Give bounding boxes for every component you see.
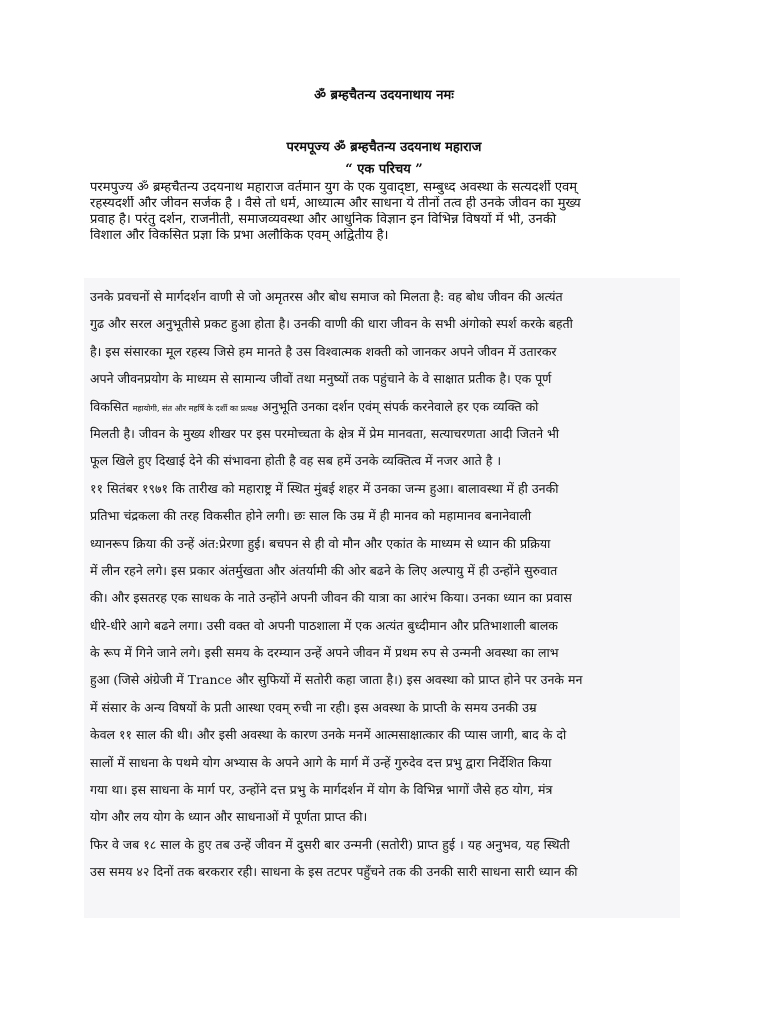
body-line: के रूप में गिने जाने लगे। इसी समय के दरम्यान उन्हें अपने जीवन में प्रथम रुप से उन्मनी अवस्था का लाभ bbox=[90, 645, 559, 661]
body-line: अपने जीवनप्रयोग के माध्यम से सामान्य जीवों तथा मनुष्यों तक पहुंचाने के वे साक्षात प्रतीक है। एक पूर्ण bbox=[90, 371, 552, 387]
title-heading: परमपूज्य ॐ ब्रम्हचैतन्य उदयनाथ महाराज bbox=[286, 140, 482, 155]
intro-line: विशाल और विकसित प्रज्ञा कि प्रभा अलौकिक एवम् अद्वितीय है। bbox=[90, 228, 389, 243]
body-paragraphs bbox=[90, 283, 678, 886]
invocation-heading: ॐ ब्रम्हचैतन्य उदयनाथाय नमः bbox=[314, 88, 454, 103]
body-line: उनके प्रवचनों से मार्गदर्शन वाणी से जो अमृतरस और बोध समाज को मिलता है: वह बोध जीवन की अत्यंत bbox=[90, 289, 563, 304]
small-inline-text: महायोगी, संत और महर्षि के दर्शी का प्रत्यक्ष bbox=[132, 403, 258, 413]
intro-line: परमपुज्य ॐ ब्रम्हचैतन्य उदयनाथ महाराज वर्तमान युग के एक युवाद्ष्टा, सम्बुध्द अवस्था के सत्यदर्शी एवम् bbox=[90, 180, 578, 195]
mixed-line-start: विकसित bbox=[90, 398, 133, 414]
intro-line: प्रवाह है। परंतु दर्शन, राजनीती, समाजव्यवस्था और आधुनिक विज्ञान इन विभिन्न विषयों में भी, उनकी bbox=[90, 212, 557, 227]
body-line: गया था। इस साधना के मार्ग पर, उन्होंने दत्त प्रभु के मार्गदर्शन में योग के विभिन्न भागों जैसे हठ योग, मंत्र bbox=[90, 782, 553, 798]
body-line: फिर वे जब १८ साल के हुए तब उन्हें जीवन में दुसरी बार उन्मनी (सतोरी) प्राप्त हुई । यह अनुभव, यह स्थिती bbox=[90, 836, 570, 852]
body-line: है। इस संसारका मूल रहस्य जिसे हम मानते है उस विश्वात्मक शक्ती को जानकर अपने जीवन में उतारकर bbox=[90, 343, 557, 359]
intro-line: रहस्यदर्शी और जीवन सर्जक है । वैसे तो धर्म, आध्यात्म और साधना ये तीनों तत्व ही उनके जीवन का मुख्य bbox=[90, 196, 581, 211]
body-line: योग और लय योग के ध्यान और साधनाओं में पूर्णता प्राप्त की। bbox=[90, 809, 368, 825]
body-line: ध्यानरूप क्रिया की उन्हें अंत:प्रेरणा हुई। बचपन से ही वो मौन और एकांत के माध्यम से ध्यान की प्रक्रिया bbox=[90, 535, 551, 551]
body-line: की। और इसतरह एक साधक के नाते उन्होंने अपनी जीवन की यात्रा का आरंभ किया। उनका ध्यान का प्रवास bbox=[90, 590, 572, 606]
body-line: ११ सितंबर १९७१ कि तारीख को महाराष्ट्र में स्थित मुंबई शहर में उनका जन्म हुआ। बालावस्था में ही उनकी bbox=[90, 480, 559, 496]
subtitle-heading: “ एक परिचय ” bbox=[345, 162, 423, 177]
body-line: मिलती है। जीवन के मुख्य शीखर पर इस परमोच्चता के क्षेत्र में प्रेम मानवता, सत्याचरणता आदी जितने भी bbox=[90, 425, 560, 441]
body-line: उस समय ४२ दिनों तक बरकरार रही। साधना के इस तटपर पहुँचने तक की उनकी सारी साधना सारी ध्यान की bbox=[90, 864, 578, 880]
mixed-line-end: अनुभूति उनका दर्शन एवंम् संपर्क करनेवाले हर एक व्यक्ति को bbox=[257, 398, 539, 414]
body-line: हुआ (जिसे अंग्रेजी में Trance और सुफियों में सतोरी कहा जाता है।) इस अवस्था को प्राप्त होने पर उनके मन bbox=[90, 672, 583, 688]
body-line: में संसार के अन्य विषयों के प्रती आस्था एवम् रुची ना रही। इस अवस्था के प्राप्ती के समय उनकी उम्र bbox=[90, 699, 537, 715]
body-line: प्रतिभा चंद्रकला की तरह विकसीत होने लगी। छः साल कि उम्र में ही मानव को महामानव बनानेवाली bbox=[90, 508, 532, 524]
body-line: केवल ११ साल की थी। और इसी अवस्था के कारण उनके मनमें आत्मसाक्षात्कार की प्यास जागी, बाद के दो bbox=[90, 727, 567, 743]
body-line: सालों में साधना के पथमे योग अभ्यास के अपने आगे के मार्ग में उन्हें गुरुदेव दत्त प्रभु द्वारा निर्देशित किया bbox=[90, 754, 552, 770]
body-line: फूल खिले हुए दिखाई देने की संभावना होती है वह सब हमें उनके व्यक्तित्व में नजर आते है । bbox=[90, 453, 502, 469]
body-line-mixed bbox=[90, 393, 678, 420]
body-line: में लीन रहने लगे। इस प्रकार अंतर्मुखता और अंतर्यामी की ओर बढने के लिए अल्पायु में ही उन्होंने सुरुवात bbox=[90, 562, 558, 578]
intro-paragraph bbox=[90, 180, 678, 244]
body-line: गुढ और सरल अनुभूतीसे प्रकट हुआ होता है। उनकी वाणी की धारा जीवन के सभी अंगोको स्पर्श करके बहती bbox=[90, 316, 573, 332]
body-line: धीरे-धीरे आगे बढने लगा। उसी वक्त वो अपनी पाठशाला में एक अत्यंत बुध्दीमान और प्रतिभाशाली बालक bbox=[90, 617, 558, 633]
